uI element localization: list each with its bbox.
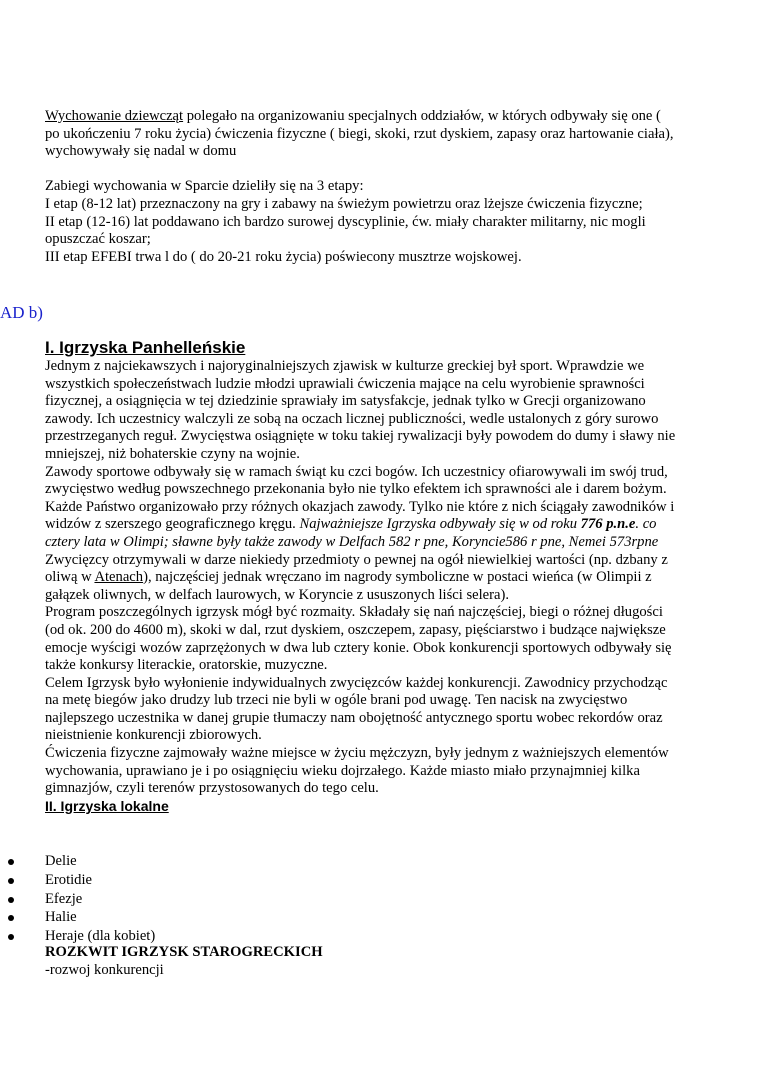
section-1-paragraph-3 (45, 499, 677, 552)
p3-italic-1: Najważniejsze Igrzyska odbywały się w od roku (299, 516, 581, 533)
bullet-icon (8, 897, 14, 903)
atenach-link[interactable]: Atenach (94, 569, 144, 586)
girls-text: polegało na organizowaniu specjalnych oddziałów, w których odbywały się one ( po ukończeniu 7 roku życia) ćwiczenia fizyczne ( biegi, skoki, rzut dyskiem, zapasy oraz hartowanie ciała), wychowywały się nadal w domu (45, 108, 674, 160)
bullet-icon (8, 934, 14, 940)
section-1-paragraph-1: Jednym z najciekawszych i najoryginalniejszych zjawisk w kulturze greckiej był sport. Wprawdzie we wszystkich społeczeństwach ludzie młodzi uprawiali ćwiczenia mające na celu wyrobienie sprawności fizycznej, a osiągnięcia w tej dziedzinie sprawiały im satysfakcje, jednak tylko w Grecji organizowano zawody. Ich uczestnicy walczyli ze sobą na oczach licznej publiczności, wedle ustalonych z góry surowo przestrzeganych reguł. Zwycięstwa osiągnięte w toku takiej rywalizacji były powodem do dumy i sławy nie mniejszej, niż bohaterskie czyny na wojnie. (45, 358, 676, 462)
stage-3: III etap EFEBI trwa l do ( do 20-21 roku życia) poświecony musztrze wojskowej. (45, 248, 522, 265)
sparta-section (45, 108, 677, 266)
stage-2: II etap (12-16) lat poddawano ich bardzo surowej dyscyplinie, ćw. miały charakter militarny, nic mogli opuszczać koszar; (45, 213, 646, 248)
p4-text-b: ), najczęściej jednak wręczano im nagrody symboliczne w postaci wieńca (w Olimpii z gałązek oliwnych, w delfach laurowych, w Koryncie z ususzonych liści selera). (45, 569, 652, 603)
p3-bold-year: 776 p.n.e (580, 516, 636, 533)
stages-intro: Zabiegi wychowania w Sparcie dzieliły się na 3 etapy: (45, 178, 364, 195)
list-item (0, 890, 155, 909)
bullet-icon (8, 915, 14, 921)
p3-italic-2: . co cztery lata w Olimpi; sławne były także zawody w Delfach 582 r pne, Koryncie586 r pne, Nemei 573rpne (45, 516, 659, 550)
girls-link[interactable]: Wychowanie dziewcząt (45, 108, 184, 124)
section-1-heading: I. Igrzyska Panhelleńskie (45, 338, 246, 357)
local-games-list (0, 852, 155, 946)
section-1-paragraph-4 (45, 552, 677, 605)
list-item-text: Efezje (45, 890, 83, 907)
bullet-icon (8, 859, 14, 865)
p3-normal-text: Każde Państwo organizowało przy różnych okazjach zawody. Tylko nie które z nich ściągały zawodników i widzów z szerszego geograficznego kręgu. (45, 498, 675, 533)
section-1-body (45, 358, 677, 815)
list-item (0, 908, 155, 927)
rozkwit-line: -rozwoj konkurencji (45, 961, 164, 978)
section-1-paragraph-5: Program poszczególnych igrzysk mógł być rozmaity. Składały się nań najczęściej, biegi o różnej długości (od ok. 200 do 4600 m), skoki w dal, rzut dyskiem, oszczepem, zapasy, pięściarstwo i budzące największe emocje wyścigi wozów zaprzężonych w dwa lub cztery konie. Obok konkurencji sportowych odbywały się także konkursy literackie, oratorskie, muzyczne. (45, 604, 672, 674)
rozkwit-heading: ROZKWIT IGRZYSK STAROGRECKICH (45, 944, 323, 960)
list-item-text: Delie (45, 853, 77, 869)
section-1-paragraph-2: Zawody sportowe odbywały się w ramach świąt ku czci bogów. Ich uczestnicy ofiarowywali im swój trud, zwycięstwo według powszechnego przekonania było nie tylko efektem ich sprawności ale i darem bożym. (45, 463, 668, 498)
girls-paragraph (45, 108, 677, 161)
list-item-text: Halie (45, 909, 77, 926)
bullet-icon (8, 878, 14, 884)
ad-b-label: AD b) (0, 303, 43, 322)
list-item (0, 871, 155, 890)
list-item-text: Erotidie (45, 871, 93, 888)
p4-text-a: Zwycięzcy otrzymywali w darze niekiedy przedmioty o pewnej na ogół niewielkiej wartości (np. dzbany z oliwą w (45, 551, 668, 586)
section-1-paragraph-7: Ćwiczenia fizyczne zajmowały ważne miejsce w życiu mężczyzn, były jednym z ważniejszych elementów wychowania, uprawiano je i po osiągnięciu wieku dojrzałego. Każde miasto miało przynajmniej kilka gimnazjów, czyli terenów przystosowanych do tego celu. (45, 745, 669, 797)
list-item (0, 852, 155, 871)
list-item-text: Heraje (dla kobiet) (45, 928, 156, 945)
section-2-heading: II. Igrzyska lokalne (45, 797, 169, 814)
section-1-paragraph-6: Celem Igrzysk było wyłonienie indywidualnych zwycięzców każdej konkurencji. Zawodnicy przychodząc na metę biegów jako drudzy lub trzeci nie byli w ogóle brani pod uwagę. Ten nacisk na zwycięstwo najlepszego uczestnika w danej grupie tłumaczy nam obojętność antycznego sportu wobec rekordów oraz nieistnienie konkurencji zbiorowych. (45, 674, 668, 744)
stage-1: I etap (8-12 lat) przeznaczony na gry i zabawy na świeżym powietrzu oraz lżejsze ćwiczenia fizyczne; (45, 195, 643, 212)
rozkwit-section (45, 944, 677, 979)
